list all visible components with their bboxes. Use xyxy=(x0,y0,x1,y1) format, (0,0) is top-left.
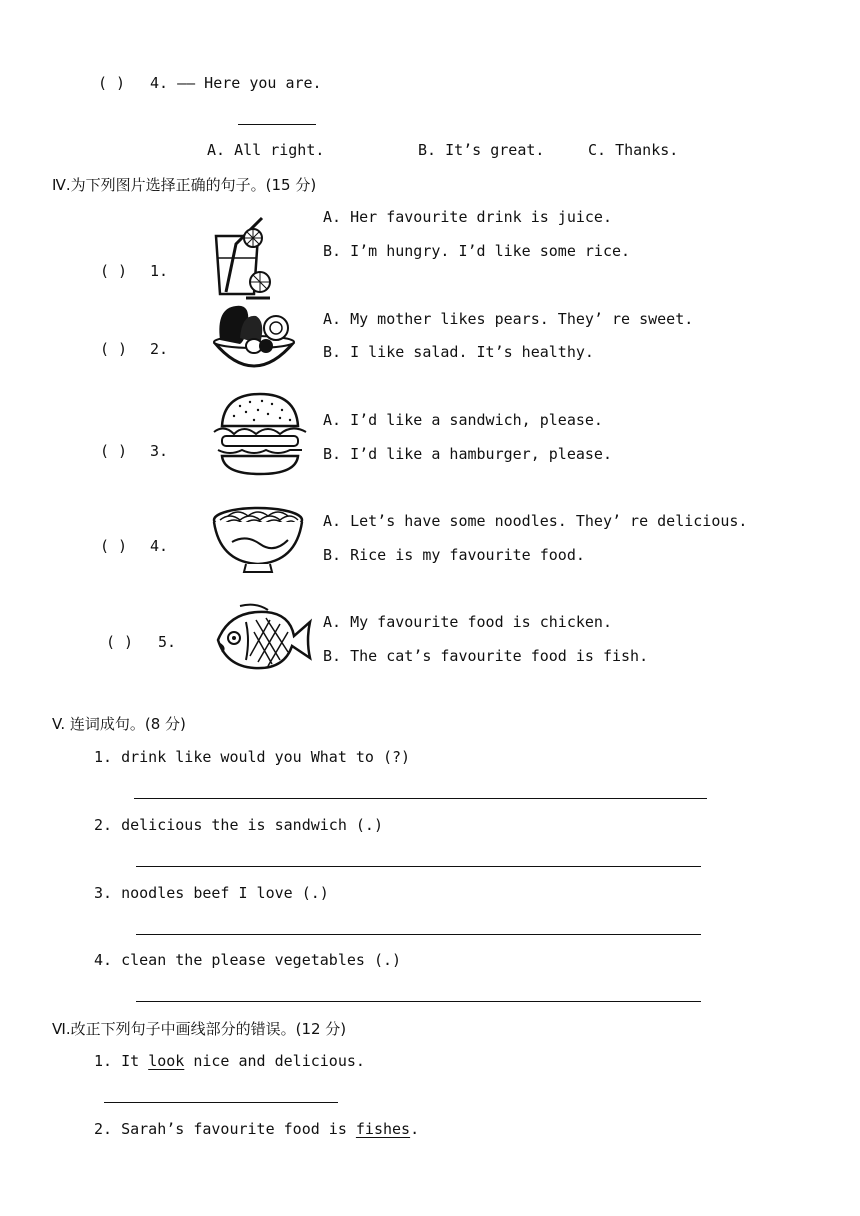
q5-2-answer-line[interactable] xyxy=(136,866,701,867)
q4-5-option-b: B. The cat’s favourite food is fish. xyxy=(323,647,649,665)
q4-4-option-a: A. Let’s have some noodles. They’ re delicious. xyxy=(323,512,748,530)
q6-1-answer-line[interactable] xyxy=(104,1102,338,1103)
q4-4-paren[interactable]: ( ) xyxy=(100,537,128,555)
section6-heading: Ⅵ.改正下列句子中画线部分的错误。(12 分) xyxy=(52,1020,347,1038)
q5-1-answer-line[interactable] xyxy=(134,798,707,799)
q4-3-paren[interactable]: ( ) xyxy=(100,442,128,460)
q3-4-paren[interactable]: ( ) xyxy=(98,74,126,92)
section5-heading: V. 连词成句。(8 分) xyxy=(52,715,186,733)
q3-4-option-b: B. It’s great. xyxy=(418,141,545,159)
q4-3-num: 3. xyxy=(150,442,169,460)
hamburger-icon xyxy=(210,392,310,478)
q4-2-paren[interactable]: ( ) xyxy=(100,340,128,358)
q5-3-words: 3. noodles beef I love (.) xyxy=(94,884,329,902)
q6-1-post: nice and delicious. xyxy=(184,1052,365,1070)
q5-4-words: 4. clean the please vegetables (.) xyxy=(94,951,402,969)
q5-3-answer-line[interactable] xyxy=(136,934,701,935)
q4-2-option-b: B. I like salad. It’s healthy. xyxy=(323,343,594,361)
noodle-bowl-icon xyxy=(210,504,306,574)
q6-2-underlined-error: fishes xyxy=(355,1120,411,1138)
q4-1-option-b: B. I’m hungry. I’d like some rice. xyxy=(323,242,631,260)
q4-4-num: 4. xyxy=(150,537,169,555)
q6-2-post: . xyxy=(410,1120,420,1138)
q3-4-answer-line[interactable] xyxy=(238,124,316,125)
q3-4-option-a: A. All right. xyxy=(207,141,325,159)
q6-2-sentence xyxy=(94,1120,419,1138)
salad-bowl-icon xyxy=(210,300,298,382)
q4-3-option-a: A. I’d like a sandwich, please. xyxy=(323,411,603,429)
q4-2-option-a: A. My mother likes pears. They’ re sweet. xyxy=(323,310,694,328)
q6-1-pre: 1. It xyxy=(94,1052,149,1070)
juice-glass-icon xyxy=(206,214,280,300)
q4-2-num: 2. xyxy=(150,340,169,358)
q4-5-num: 5. xyxy=(158,633,177,651)
q3-4-option-c: C. Thanks. xyxy=(588,141,679,159)
q6-1-sentence xyxy=(94,1052,365,1070)
fish-icon xyxy=(210,600,314,676)
q4-1-paren[interactable]: ( ) xyxy=(100,262,128,280)
q4-5-option-a: A. My favourite food is chicken. xyxy=(323,613,612,631)
q4-1-num: 1. xyxy=(150,262,169,280)
q4-5-paren[interactable]: ( ) xyxy=(106,633,134,651)
q6-1-underlined-error: look xyxy=(148,1052,185,1070)
q5-1-words: 1. drink like would you What to (?) xyxy=(94,748,411,766)
q4-4-option-b: B. Rice is my favourite food. xyxy=(323,546,585,564)
q6-2-pre: 2. Sarah’s favourite food is xyxy=(94,1120,356,1138)
q4-1-option-a: A. Her favourite drink is juice. xyxy=(323,208,612,226)
section4-heading: Ⅳ.为下列图片选择正确的句子。(15 分) xyxy=(52,176,317,194)
q5-4-answer-line[interactable] xyxy=(136,1001,701,1002)
q4-3-option-b: B. I’d like a hamburger, please. xyxy=(323,445,612,463)
q3-4-prompt: 4. —— Here you are. xyxy=(150,74,322,92)
q5-2-words: 2. delicious the is sandwich (.) xyxy=(94,816,383,834)
